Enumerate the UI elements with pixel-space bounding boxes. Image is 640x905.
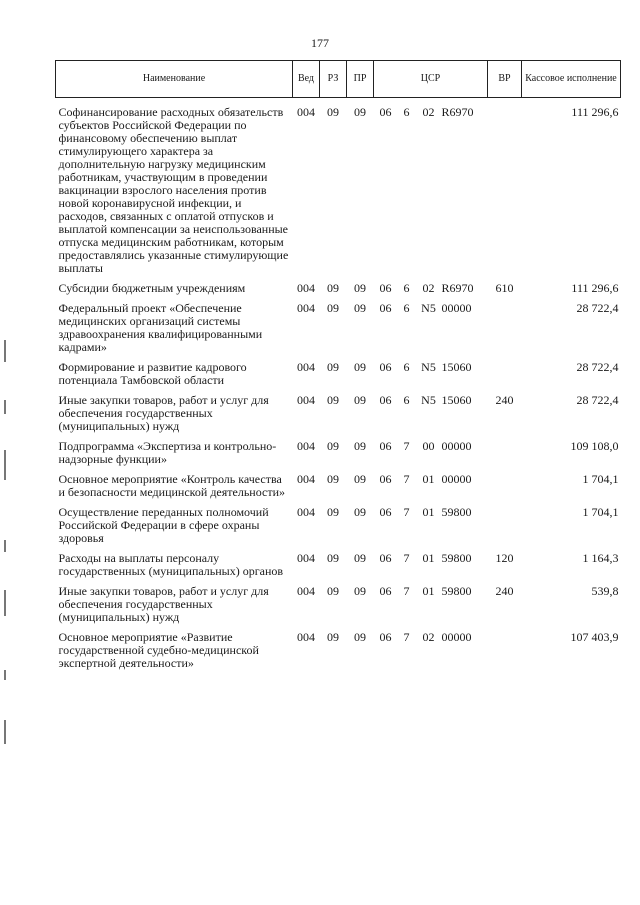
row-vr [488,631,522,677]
row-amount: 111 296,6 [571,105,619,119]
row-csr [374,302,488,361]
page-number: 177 [311,36,329,50]
row-ved: 004 [297,301,315,315]
row-pr: 09 [354,301,366,315]
row-pr: 09 [354,105,366,119]
row-name: Основное мероприятие «Развитие государственной судебно-медицинской экспертной деятельности» [58,630,259,670]
table-row [56,440,621,473]
row-csr-event: N5 [421,301,436,315]
header-rz: РЗ [320,61,347,98]
row-csr-program: 06 [379,551,392,565]
row-amount: 111 296,6 [571,281,619,295]
row-csr-event: 01 [422,472,435,486]
row-rz: 09 [327,301,339,315]
row-csr-program: 06 [379,281,392,295]
row-pr: 09 [354,505,366,519]
row-ved: 004 [297,105,315,119]
row-csr-direction: 00000 [441,472,472,486]
row-csr-direction: 59800 [441,584,472,598]
row-csr [374,98,488,283]
row-ved: 004 [297,584,315,598]
table-header-row [56,61,621,98]
row-pr: 09 [354,393,366,407]
row-csr-direction: R6970 [441,281,474,295]
row-csr-direction: 15060 [441,393,472,407]
row-csr-subprogram: 7 [403,472,410,486]
row-vr [488,473,522,506]
row-name: Расходы на выплаты персоналу государственных (муниципальных) органов [58,551,284,578]
row-rz: 09 [327,281,339,295]
row-csr-subprogram: 6 [403,105,410,119]
table-row [56,585,621,631]
row-name: Осуществление переданных полномочий Российской Федерации в сфере охраны здоровья [58,505,269,545]
row-csr-subprogram: 6 [403,301,410,315]
row-csr-event: 02 [422,281,435,295]
table-row [56,302,621,361]
row-amount: 107 403,9 [570,630,619,644]
header-vr: ВР [488,61,522,98]
row-csr-direction: 59800 [441,551,472,565]
row-pr: 09 [354,360,366,374]
row-pr: 09 [354,630,366,644]
row-amount: 28 722,4 [576,393,619,407]
row-csr-program: 06 [379,630,392,644]
row-csr-subprogram: 7 [403,630,410,644]
row-csr-program: 06 [379,105,392,119]
row-vr [488,440,522,473]
row-csr-direction: 00000 [441,301,472,315]
budget-execution-table [55,60,621,677]
table-row [56,394,621,440]
table-row [56,631,621,677]
row-rz: 09 [327,105,339,119]
row-name: Иные закупки товаров, работ и услуг для обеспечения государственных (муниципальных) нужд [58,393,269,433]
row-amount: 1 704,1 [582,472,619,486]
row-ved: 004 [297,505,315,519]
row-csr [374,585,488,631]
row-rz: 09 [327,551,339,565]
row-csr-subprogram: 7 [403,584,410,598]
row-pr: 09 [354,584,366,598]
row-csr-subprogram: 7 [403,505,410,519]
budget-table-container [55,60,620,677]
row-rz: 09 [327,472,339,486]
row-csr-direction: 15060 [441,360,472,374]
row-ved: 004 [297,393,315,407]
row-csr-direction: 59800 [441,505,472,519]
row-csr [374,473,488,506]
row-vr: 610 [495,281,514,295]
row-csr-subprogram: 6 [403,393,410,407]
row-csr-subprogram: 7 [403,439,410,453]
row-csr-program: 06 [379,360,392,374]
row-csr-event: 01 [422,551,435,565]
row-vr [488,302,522,361]
row-amount: 109 108,0 [570,439,619,453]
row-rz: 09 [327,393,339,407]
row-csr-event: N5 [421,393,436,407]
row-rz: 09 [327,584,339,598]
row-csr-subprogram: 6 [403,360,410,374]
row-csr-event: N5 [421,360,436,374]
row-name: Софинансирование расходных обязательств субъектов Российской Федерации по финансовому обеспечению выплат стимулирующего характера за дополнительную нагрузку медицинским работникам, участвующим в проведении вакцинации взрослого населения против новой коронавирусной инфекции, и расходов, связанных с оплатой отпусков и выплатой компенсации за неиспользованные отпуска медицинским работникам, которым предоставлялись указанные стимулирующие выплаты [58,105,289,275]
row-pr: 09 [354,551,366,565]
row-name: Основное мероприятие «Контроль качества и безопасности медицинской деятельности» [58,472,286,499]
row-name: Субсидии бюджетным учреждениям [58,281,246,295]
row-rz: 09 [327,439,339,453]
row-vr: 240 [495,393,514,407]
row-csr-program: 06 [379,439,392,453]
row-rz: 09 [327,360,339,374]
row-csr-program: 06 [379,472,392,486]
table-row [56,506,621,552]
row-csr-subprogram: 6 [403,281,410,295]
row-ved: 004 [297,439,315,453]
row-csr-program: 06 [379,301,392,315]
row-csr-program: 06 [379,505,392,519]
row-name: Иные закупки товаров, работ и услуг для обеспечения государственных (муниципальных) нужд [58,584,269,624]
row-name: Формирование и развитие кадрового потенциала Тамбовской области [58,360,247,387]
row-name: Федеральный проект «Обеспечение медицинских организаций системы здравоохранения квалифицированными кадрами» [58,301,263,354]
row-vr: 240 [495,584,514,598]
row-csr-event: 01 [422,584,435,598]
header-ved: Вед [293,61,320,98]
row-pr: 09 [354,472,366,486]
row-csr-direction: 00000 [441,630,472,644]
header-csr: ЦСР [374,61,488,98]
row-amount: 28 722,4 [576,360,619,374]
table-row [56,361,621,394]
row-csr-subprogram: 7 [403,551,410,565]
row-ved: 004 [297,360,315,374]
row-ved: 004 [297,281,315,295]
row-amount: 28 722,4 [576,301,619,315]
scan-edge-marks [4,340,8,760]
row-csr-program: 06 [379,393,392,407]
row-csr [374,552,488,585]
row-ved: 004 [297,630,315,644]
row-csr [374,361,488,394]
table-row [56,473,621,506]
table-body [56,98,621,678]
row-vr [488,98,522,283]
row-csr [374,631,488,677]
row-csr-program: 06 [379,584,392,598]
row-csr-direction: R6970 [441,105,474,119]
row-vr [488,506,522,552]
row-rz: 09 [327,505,339,519]
table-row [56,282,621,302]
row-csr-direction: 00000 [441,439,472,453]
row-vr: 120 [495,551,514,565]
row-csr [374,440,488,473]
table-row [56,98,621,283]
row-vr [488,361,522,394]
row-csr-event: 01 [422,505,435,519]
row-pr: 09 [354,439,366,453]
row-ved: 004 [297,472,315,486]
row-csr-event: 02 [422,105,435,119]
row-pr: 09 [354,281,366,295]
row-rz: 09 [327,630,339,644]
row-csr-event: 02 [422,630,435,644]
row-csr [374,506,488,552]
row-amount: 1 704,1 [582,505,619,519]
row-name: Подпрограмма «Экспертиза и контрольно-надзорные функции» [58,439,277,466]
row-csr [374,394,488,440]
row-ved: 004 [297,551,315,565]
header-pr: ПР [347,61,374,98]
header-amount: Кассовое исполнение [522,61,621,98]
row-csr-event: 00 [422,439,435,453]
row-amount: 1 164,3 [582,551,619,565]
table-row [56,552,621,585]
row-csr [374,282,488,302]
header-name: Наименование [56,61,293,98]
row-amount: 539,8 [591,584,619,598]
